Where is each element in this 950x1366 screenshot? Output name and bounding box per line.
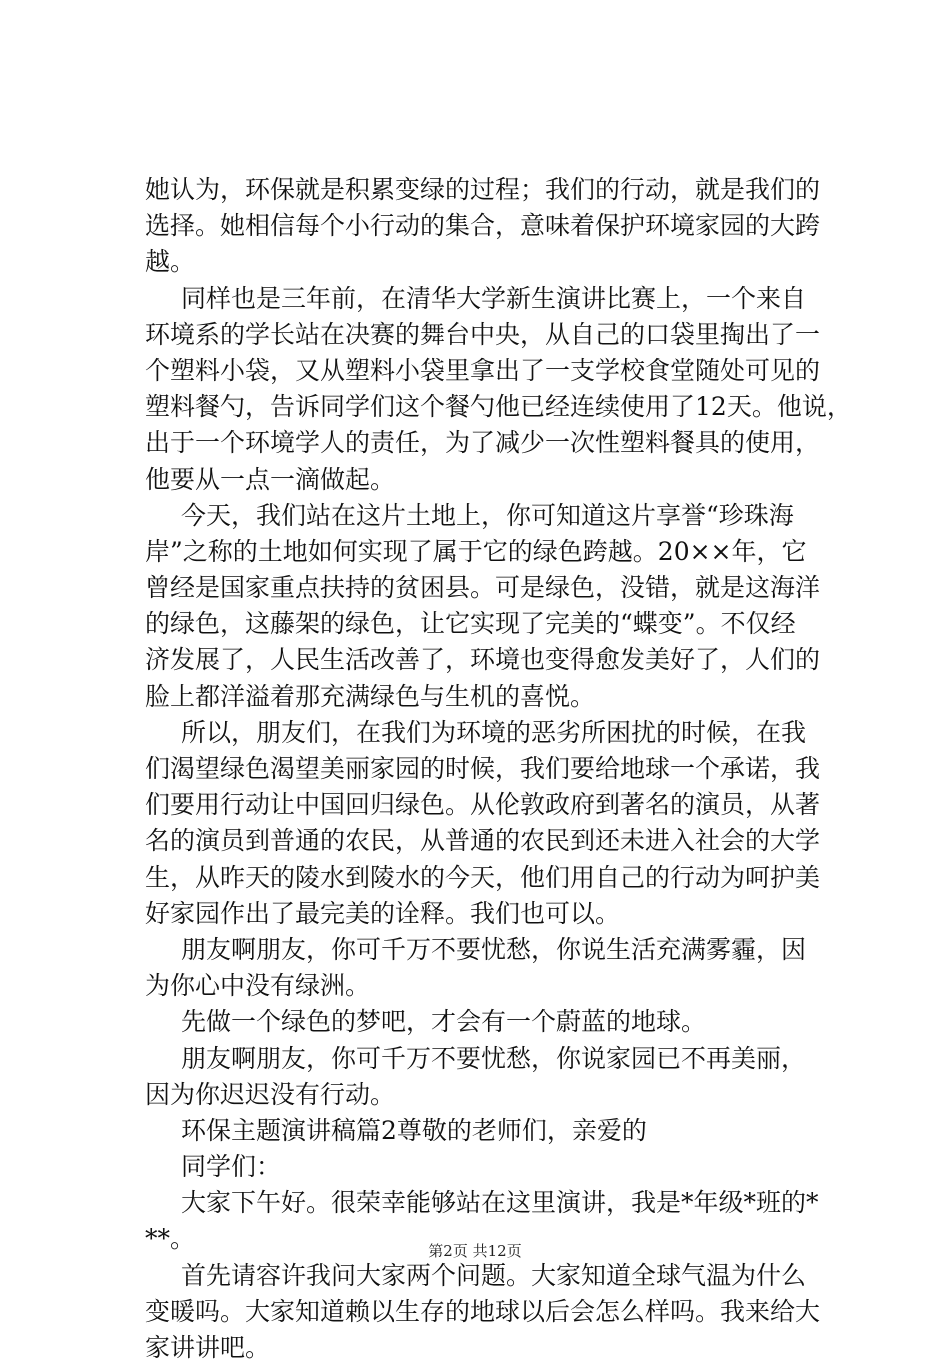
text-line: 越。: [145, 247, 196, 277]
text-line: 家讲讲吧。: [145, 1333, 271, 1362]
text-line: 出于一个环境学人的责任，为了减少一次性塑料餐具的使用，: [145, 428, 821, 458]
text-line: 的绿色，这藤架的绿色，让它实现了完美的“蝶变”。不仅经: [145, 609, 796, 639]
text-line: 个塑料小袋，又从塑料小袋里拿出了一支学校食堂随处可见的: [145, 355, 821, 385]
text-line: 岸”之称的土地如何实现了属于它的绿色跨越。20××年，它: [145, 536, 807, 566]
text-line: 们渴望绿色渴望美丽家园的时候，我们要给地球一个承诺，我: [145, 754, 821, 783]
text-line: 先做一个绿色的梦吧，才会有一个蔚蓝的地球。: [181, 1007, 707, 1037]
text-line: 所以，朋友们，在我们为环境的恶劣所困扰的时候，在我: [181, 717, 807, 747]
text-line: 环境系的学长站在决赛的舞台中央，从自己的口袋里掏出了一: [145, 319, 821, 349]
text-line: 济发展了，人民生活改善了，环境也变得愈发美好了，人们的: [145, 645, 821, 675]
text-line: 朋友啊朋友，你可千万不要忧愁，你说家园已不再美丽，: [181, 1043, 807, 1073]
text-line: 她认为，环保就是积累变绿的过程；我们的行动，就是我们的: [145, 175, 821, 204]
text-line: 因为你迟迟没有行动。: [145, 1079, 396, 1109]
text-line: 名的演员到普通的农民，从普通的农民到还未进入社会的大学: [145, 826, 821, 856]
text-line: 为你心中没有绿洲。: [145, 971, 371, 1001]
text-line: 同样也是三年前，在清华大学新生演讲比赛上，一个来自: [181, 283, 807, 313]
text-line: 朋友啊朋友，你可千万不要忧愁，你说生活充满雾霾，因: [181, 934, 807, 964]
text-line: 曾经是国家重点扶持的贫困县。可是绿色，没错，就是这海洋: [145, 573, 821, 603]
document-body: [145, 172, 852, 1366]
text-line: 同学们：: [181, 1152, 282, 1182]
page-footer: 第2页 共12页: [428, 1242, 522, 1260]
text-line: 大家下午好。很荣幸能够站在这里演讲，我是*年级*班的*: [181, 1188, 819, 1218]
text-line: 好家园作出了最完美的诠释。我们也可以。: [145, 898, 621, 928]
text-line: 脸上都洋溢着那充满绿色与生机的喜悦。: [145, 681, 596, 711]
text-line: 今天，我们站在这片土地上，你可知道这片享誉“珍珠海: [181, 500, 794, 530]
text-line: 塑料餐勺，告诉同学们这个餐勺他已经连续使用了12天。他说，: [145, 392, 852, 422]
text-line: 环保主题演讲稿篇2尊敬的老师们，亲爱的: [181, 1115, 647, 1145]
text-line: 变暖吗。大家知道赖以生存的地球以后会怎么样吗。我来给大: [145, 1296, 821, 1326]
text-line: 首先请容许我问大家两个问题。大家知道全球气温为什么: [181, 1260, 807, 1290]
text-line: 生，从昨天的陵水到陵水的今天，他们用自己的行动为呵护美: [145, 862, 821, 892]
text-line: 选择。她相信每个小行动的集合，意味着保护环境家园的大跨: [145, 211, 821, 241]
text-line: **。: [145, 1224, 196, 1254]
text-line: 们要用行动让中国回归绿色。从伦敦政府到著名的演员，从著: [145, 790, 821, 820]
text-line: 他要从一点一滴做起。: [145, 464, 396, 494]
